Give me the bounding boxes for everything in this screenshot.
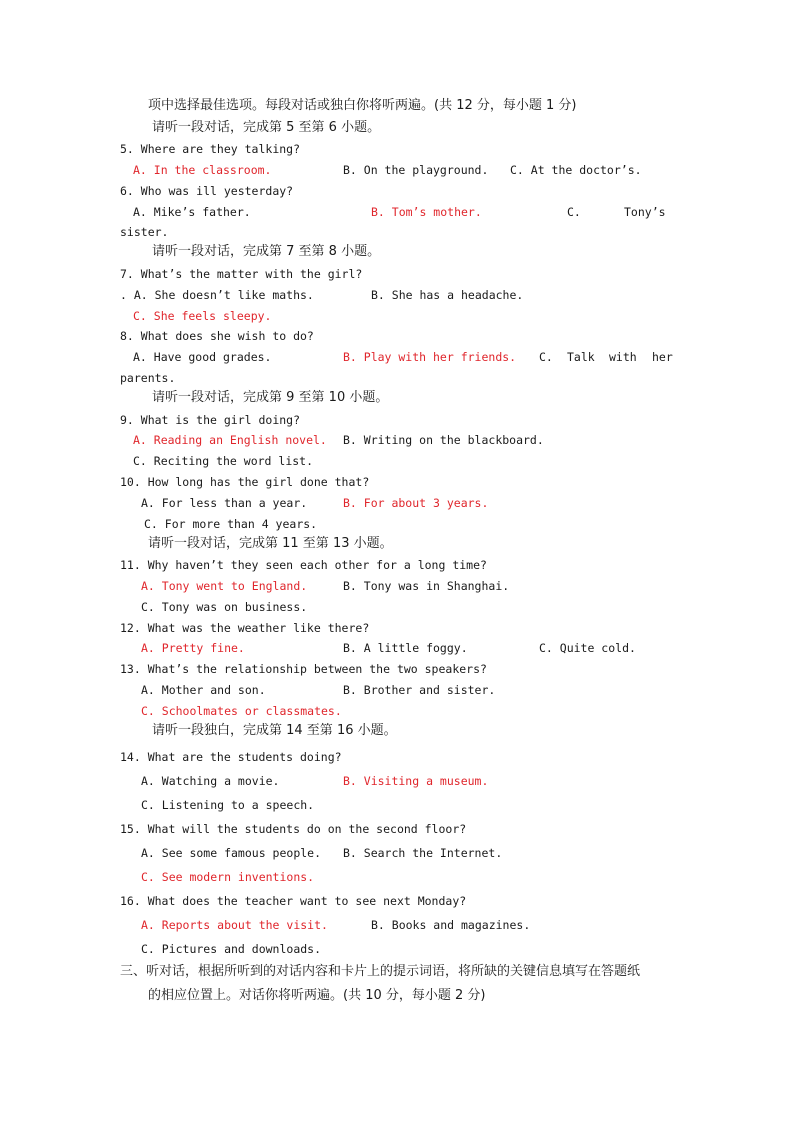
answer-option: A. Watching a movie. [141, 774, 280, 788]
answer-option-correct: A. Pretty fine. [141, 641, 245, 655]
question-stem: 16. What does the teacher want to see next Monday? [120, 894, 467, 908]
question-stem: 11. Why haven’t they seen each other for a long time? [120, 558, 487, 572]
answer-option-correct: B. Play with her friends. [343, 350, 517, 364]
answer-option: C. Quite cold. [539, 641, 636, 655]
question-stem: 5. Where are they talking? [120, 142, 301, 156]
section-heading: 请听一段对话，完成第 5 至第 6 小题。 [152, 120, 381, 135]
answer-option: C. For more than 4 years. [144, 517, 318, 531]
question-stem: 13. What’s the relationship between the two speakers? [120, 662, 487, 676]
answer-option: C. [539, 350, 553, 364]
answer-option: B. Search the Internet. [343, 846, 503, 860]
answer-option: B. She has a headache. [371, 288, 524, 302]
answer-option: C. Reciting the word list. [133, 454, 314, 468]
answer-option: B. On the playground. [343, 163, 489, 177]
answer-option-correct: C. She feels sleepy. [133, 309, 272, 323]
part-heading-continued: 的相应位置上。对话你将听两遍。(共 10 分，每小题 2 分) [148, 988, 486, 1003]
answer-option: C. Pictures and downloads. [141, 942, 322, 956]
answer-option: B. Brother and sister. [343, 683, 496, 697]
question-stem: 14. What are the students doing? [120, 750, 342, 764]
answer-option-correct: B. Visiting a museum. [343, 774, 489, 788]
answer-option: A. For less than a year. [141, 496, 308, 510]
answer-option-text: with [609, 350, 637, 364]
answer-option: B. Tony was in Shanghai. [343, 579, 510, 593]
answer-option-correct: C. See modern inventions. [141, 870, 315, 884]
answer-option-correct: A. Reading an English novel. [133, 433, 327, 447]
section-heading: 请听一段独白，完成第 14 至第 16 小题。 [152, 723, 397, 738]
answer-option: B. Books and magazines. [371, 918, 531, 932]
question-stem: 8. What does she wish to do? [120, 329, 314, 343]
answer-option: A. Mike’s father. [133, 205, 251, 219]
answer-option: B. Writing on the blackboard. [343, 433, 544, 447]
question-stem: 12. What was the weather like there? [120, 621, 370, 635]
answer-option: B. A little foggy. [343, 641, 468, 655]
answer-option-text: her [652, 350, 673, 364]
answer-option-correct: A. Reports about the visit. [141, 918, 328, 932]
answer-option: C. Listening to a speech. [141, 798, 315, 812]
part-heading: 三、听对话，根据所听到的对话内容和卡片上的提示词语，将所缺的关键信息填写在答题纸 [120, 964, 641, 979]
question-stem: 9. What is the girl doing? [120, 413, 301, 427]
answer-option-correct: B. Tom’s mother. [371, 205, 482, 219]
answer-option-text: sister. [120, 225, 169, 239]
answer-option-correct: C. Schoolmates or classmates. [141, 704, 342, 718]
answer-option: A. Have good grades. [133, 350, 272, 364]
answer-option: A. See some famous people. [141, 846, 322, 860]
answer-option: A. Mother and son. [141, 683, 266, 697]
answer-option: C. At the doctor’s. [510, 163, 642, 177]
answer-option: C. Tony was on business. [141, 600, 308, 614]
question-stem: 10. How long has the girl done that? [120, 475, 370, 489]
question-stem: 15. What will the students do on the second floor? [120, 822, 467, 836]
section-heading: 请听一段对话，完成第 9 至第 10 小题。 [152, 390, 389, 405]
section-heading: 请听一段对话，完成第 11 至第 13 小题。 [148, 536, 393, 551]
answer-option-correct: A. Tony went to England. [141, 579, 308, 593]
answer-option-text: Tony’s [624, 205, 666, 219]
answer-option: C. [567, 205, 581, 219]
answer-option-correct: B. For about 3 years. [343, 496, 489, 510]
answer-option: . A. She doesn’t like maths. [120, 288, 314, 302]
question-stem: 7. What’s the matter with the girl? [120, 267, 363, 281]
intro-line: 项中选择最佳选项。每段对话或独白你将听两遍。(共 12 分，每小题 1 分) [148, 98, 577, 113]
answer-option-text: parents. [120, 371, 176, 385]
answer-option-text: Talk [567, 350, 595, 364]
question-stem: 6. Who was ill yesterday? [120, 184, 294, 198]
answer-option-correct: A. In the classroom. [133, 163, 272, 177]
section-heading: 请听一段对话，完成第 7 至第 8 小题。 [152, 244, 381, 259]
